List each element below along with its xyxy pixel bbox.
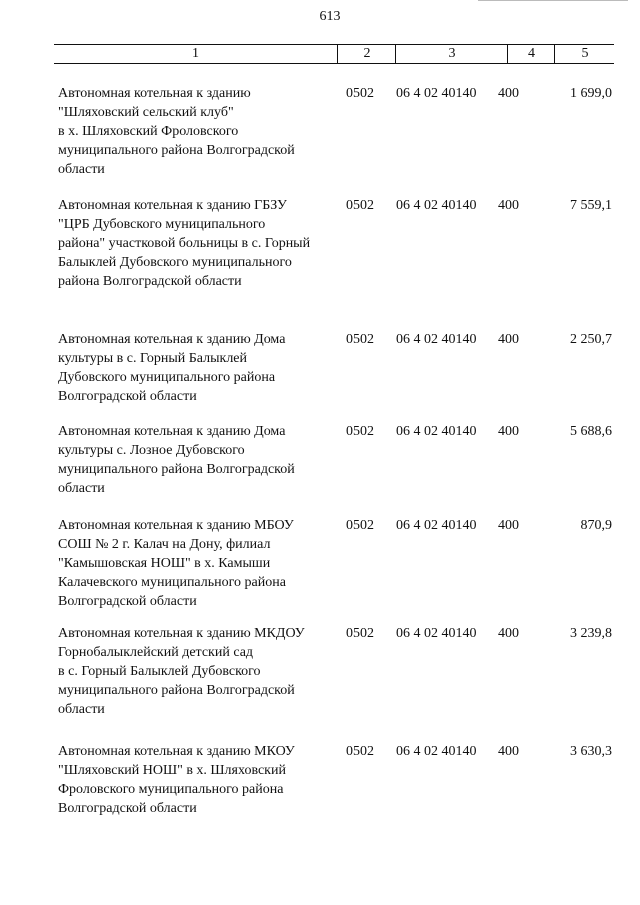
desc-line: в х. Шляховский Фроловского (58, 124, 239, 139)
desc-line: Автономная котельная к зданию Дома (58, 332, 286, 347)
row-target: 06 4 02 40140 (396, 86, 477, 101)
desc-line: "ЦРБ Дубовского муниципального (58, 217, 266, 232)
desc-line: Автономная котельная к зданию МКОУ (58, 744, 295, 759)
table-header (54, 44, 614, 64)
row-type: 400 (498, 198, 519, 213)
desc-line: области (58, 162, 105, 177)
desc-line: района Волгоградской области (58, 274, 242, 289)
row-type: 400 (498, 424, 519, 439)
desc-line: "Шляховский НОШ" в х. Шляховский (58, 763, 286, 778)
desc-line: области (58, 481, 105, 496)
row-section: 0502 (346, 626, 374, 641)
row-section: 0502 (346, 332, 374, 347)
desc-line: "Шляховский сельский клуб" (58, 105, 234, 120)
desc-line: Автономная котельная к зданию (58, 86, 251, 101)
row-description (58, 422, 333, 498)
desc-line: "Камышовская НОШ" в х. Камыши (58, 556, 271, 571)
row-amount: 1 699,0 (570, 86, 612, 101)
desc-line: Автономная котельная к зданию Дома (58, 424, 286, 439)
desc-line: Волгоградской области (58, 389, 197, 404)
desc-line: муниципального района Волгоградской (58, 462, 295, 477)
desc-line: района" участковой больницы в с. Горный (58, 236, 311, 251)
desc-line: Калачевского муниципального района (58, 575, 286, 590)
row-section: 0502 (346, 744, 374, 759)
row-amount: 7 559,1 (570, 198, 612, 213)
desc-line: Волгоградской области (58, 594, 197, 609)
desc-line: СОШ № 2 г. Калач на Дону, филиал (58, 537, 271, 552)
row-target: 06 4 02 40140 (396, 626, 477, 641)
desc-line: в с. Горный Балыклей Дубовского (58, 664, 261, 679)
desc-line: муниципального района Волгоградской (58, 683, 295, 698)
header-col-1: 1 (192, 46, 199, 61)
desc-line: области (58, 702, 105, 717)
header-col-5: 5 (554, 45, 615, 63)
row-type: 400 (498, 518, 519, 533)
desc-line: культуры с. Лозное Дубовского (58, 443, 245, 458)
desc-line: Автономная котельная к зданию МБОУ (58, 518, 294, 533)
header-col-4: 4 (507, 45, 555, 63)
desc-line: Горнобалыклейский детский сад (58, 645, 254, 660)
desc-line: Дубовского муниципального района (58, 370, 276, 385)
desc-line: Балыклей Дубовского муниципального (58, 255, 292, 270)
scan-edge-mark (478, 0, 628, 1)
row-target: 06 4 02 40140 (396, 424, 477, 439)
row-type: 400 (498, 744, 519, 759)
row-description (58, 84, 333, 179)
row-amount: 2 250,7 (570, 332, 612, 347)
row-target: 06 4 02 40140 (396, 332, 477, 347)
row-section: 0502 (346, 198, 374, 213)
row-amount: 3 630,3 (570, 744, 612, 759)
row-target: 06 4 02 40140 (396, 518, 477, 533)
row-section: 0502 (346, 424, 374, 439)
desc-line: Автономная котельная к зданию ГБЗУ (58, 198, 287, 213)
desc-line: Волгоградской области (58, 801, 197, 816)
row-target: 06 4 02 40140 (396, 198, 477, 213)
row-target: 06 4 02 40140 (396, 744, 477, 759)
row-type: 400 (498, 86, 519, 101)
row-description (58, 516, 333, 611)
header-col-2: 2 (337, 45, 396, 63)
desc-line: Фроловского муниципального района (58, 782, 284, 797)
page-number: 613 (319, 9, 341, 24)
row-amount: 3 239,8 (570, 626, 612, 641)
row-description (58, 742, 333, 818)
row-description (58, 330, 333, 406)
row-type: 400 (498, 332, 519, 347)
row-type: 400 (498, 626, 519, 641)
row-description (58, 196, 333, 291)
row-section: 0502 (346, 518, 374, 533)
row-amount: 870,9 (580, 518, 612, 533)
header-col-3: 3 (395, 45, 508, 63)
row-amount: 5 688,6 (570, 424, 612, 439)
desc-line: Автономная котельная к зданию МКДОУ (58, 626, 305, 641)
desc-line: муниципального района Волгоградской (58, 143, 295, 158)
row-description (58, 624, 333, 719)
desc-line: культуры в с. Горный Балыклей (58, 351, 248, 366)
row-section: 0502 (346, 86, 374, 101)
